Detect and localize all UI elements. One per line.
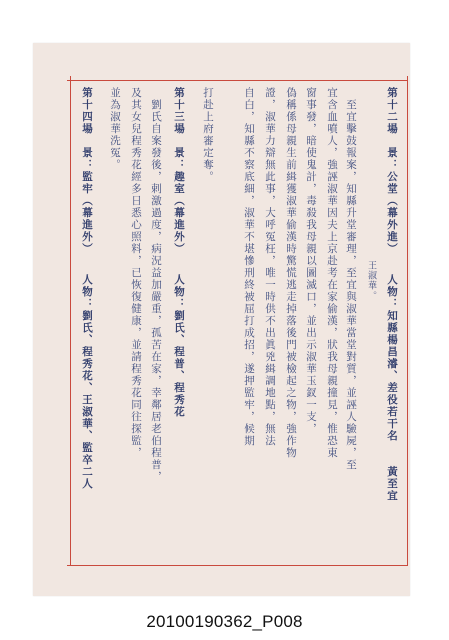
scene-12-text-line: 證，淑華力辯無此事，大呼冤枉，唯一時供不出眞兇緝調地點，無法 xyxy=(264,87,276,447)
scene-13-text-line: 及其女兒程秀花經多日悉心照料，已恢復健康，並請程秀花同往探監， xyxy=(130,87,142,459)
scene-12-heading: 第十二場 景：公堂（幕外進） 人物：知縣楊昌濬、差役若干名 黃至宜 xyxy=(386,87,398,502)
scene-13-heading: 第十三場 景：趣室（幕進外） 人物：劉氏、程普、程秀花 xyxy=(173,87,185,418)
scene-13-text-line: 並為淑華洗冤。 xyxy=(109,87,121,171)
border-line-top xyxy=(67,80,408,81)
border-line-bottom xyxy=(67,565,408,566)
scene-12-cast-continued: 王淑華。 xyxy=(366,87,376,302)
scene-12-text-line: 打赴上府審定奪。 xyxy=(202,87,214,183)
archive-id-caption: 20100190362_P008 xyxy=(146,612,303,631)
border-line-left xyxy=(70,76,71,566)
border-line-right xyxy=(407,76,408,566)
scene-12-text-line: 至宜擊鼓報案，知縣升堂審理，至宜與淑華當堂對質，並誣人驗屍，至 xyxy=(345,87,357,471)
scene-12-text-line: 宜含血噴人，強誣淑華因夫上京赴考在家偷漢，狀我母親撞見，惟恐東 xyxy=(326,87,338,459)
scene-13-text-line: 劉氏自案發後，剌激過度，病況益加嚴重，孤苦在家，幸鄰居老伯程普， xyxy=(150,87,162,483)
scene-12-text-line: 窗事發，暗使鬼計，毒殺我母親以圖滅口，並出示淑華玉釵一支， xyxy=(305,87,317,435)
scene-14-heading: 第十四場 景：監牢（幕進外） 人物：劉氏、程秀花、王淑華、監卒二人 xyxy=(81,87,93,490)
scene-12-text-line: 偽稱係母親生前緝獲淑華偷漢時驚慌逃走掉落後門被檢起之物，強作物 xyxy=(285,87,297,459)
scene-12-text-line: 自白，知縣不察底細，淑華不堪慘刑終被屈打成招，遂押監牢，候期 xyxy=(243,87,255,447)
